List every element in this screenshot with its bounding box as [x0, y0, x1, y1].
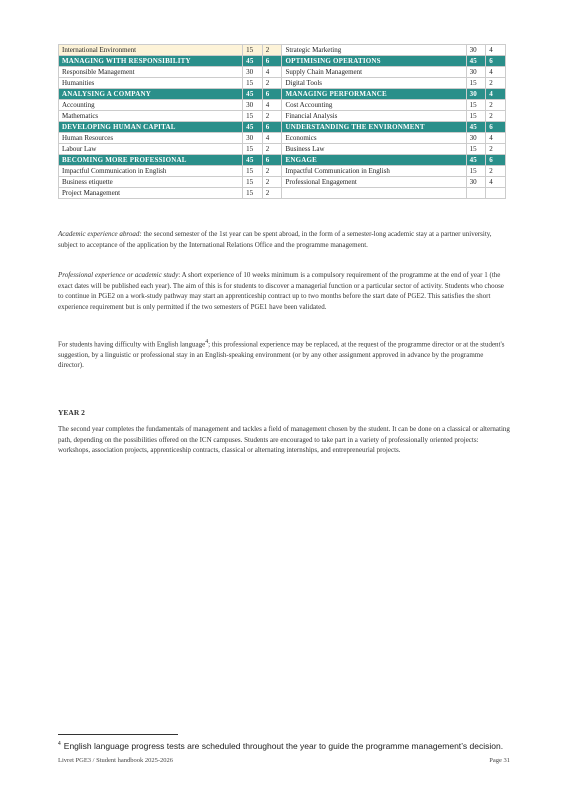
left-course-name: BECOMING MORE PROFESSIONAL	[59, 155, 243, 166]
left-credits: 2	[262, 177, 282, 188]
right-credits: 4	[486, 133, 506, 144]
table-section-header	[59, 89, 506, 100]
footnote-text: English language progress tests are scheduled throughout the year to guide the programme management’s decision.	[63, 741, 504, 751]
right-course-name	[282, 188, 466, 199]
page-footer	[58, 757, 510, 764]
right-hours: 30	[466, 133, 486, 144]
courses-table	[58, 44, 506, 199]
left-course-name: Business etiquette	[59, 177, 243, 188]
right-hours: 15	[466, 78, 486, 89]
left-credits: 4	[262, 133, 282, 144]
left-course-name: MANAGING WITH RESPONSIBILITY	[59, 56, 243, 67]
right-course-name: UNDERSTANDING THE ENVIRONMENT	[282, 122, 466, 133]
left-credits: 2	[262, 111, 282, 122]
left-hours: 45	[243, 89, 263, 100]
right-credits: 2	[486, 166, 506, 177]
right-course-name: Supply Chain Management	[282, 67, 466, 78]
year-2-paragraph: The second year completes the fundamentals of management and tackles a field of management chosen by the student. It can be done on a classical or alternating path, depending on the possibilities offered on the ICN campuses. Students are encouraged to take part in a variety of professionally oriented projects: workshops, association projects, apprenticeship contracts, classical or alternating internships, and entrepreneurial projects.	[58, 425, 510, 454]
right-course-name: Economics	[282, 133, 466, 144]
right-credits	[486, 188, 506, 199]
left-credits: 6	[262, 122, 282, 133]
left-credits: 4	[262, 67, 282, 78]
left-hours: 30	[243, 100, 263, 111]
left-hours: 15	[243, 144, 263, 155]
professional-experience-paragraph	[58, 270, 510, 312]
left-credits: 6	[262, 89, 282, 100]
left-credits: 2	[262, 188, 282, 199]
right-credits: 4	[486, 89, 506, 100]
table-row	[59, 100, 506, 111]
left-hours: 45	[243, 122, 263, 133]
table-section-header	[59, 56, 506, 67]
academic-experience-paragraph	[58, 229, 510, 250]
left-course-name: Project Management	[59, 188, 243, 199]
left-credits: 2	[262, 144, 282, 155]
academic-experience-lead: Academic experience abroad:	[58, 230, 142, 238]
right-hours: 30	[466, 89, 486, 100]
right-course-name: Business Law	[282, 144, 466, 155]
right-hours: 15	[466, 166, 486, 177]
right-hours: 45	[466, 56, 486, 67]
table-section-header	[59, 122, 506, 133]
left-course-name: Humanities	[59, 78, 243, 89]
left-course-name: International Environment	[59, 45, 243, 56]
table-row	[59, 166, 506, 177]
right-course-name: ENGAGE	[282, 155, 466, 166]
right-hours: 15	[466, 144, 486, 155]
right-credits: 6	[486, 155, 506, 166]
right-hours: 15	[466, 100, 486, 111]
table-row	[59, 45, 506, 56]
right-hours: 30	[466, 45, 486, 56]
table-row	[59, 111, 506, 122]
right-credits: 4	[486, 45, 506, 56]
footnote-divider	[58, 734, 178, 735]
left-hours: 45	[243, 155, 263, 166]
left-hours: 30	[243, 67, 263, 78]
right-course-name: OPTIMISING OPERATIONS	[282, 56, 466, 67]
left-credits: 2	[262, 45, 282, 56]
left-course-name: ANALYSING A COMPANY	[59, 89, 243, 100]
footer-title: Livret PGE3 / Student handbook 2025-2026	[58, 757, 174, 764]
footnote-number: 4	[58, 741, 61, 747]
left-hours: 15	[243, 166, 263, 177]
left-credits: 4	[262, 100, 282, 111]
right-credits: 6	[486, 122, 506, 133]
english-difficulty-text-b: ; this professional experience may be replaced, at the request of the programme director or at the student's suggestion, by a linguistic or professional stay in an English-speaking environment (or by any other assignment approved in advance by the programme director).	[58, 340, 505, 370]
left-course-name: DEVELOPING HUMAN CAPITAL	[59, 122, 243, 133]
table-section-header	[59, 155, 506, 166]
footnote-reference: 4	[205, 339, 209, 345]
table-row	[59, 133, 506, 144]
table-row	[59, 188, 506, 199]
academic-experience-body: the second semester of the 1st year can be spent abroad, in the form of a semester-long academic stay at a partner university, subject to acceptance of the application by the International Relations Office and the programme management.	[58, 230, 492, 249]
table-row	[59, 177, 506, 188]
right-hours: 30	[466, 67, 486, 78]
english-difficulty-paragraph	[58, 337, 510, 371]
left-course-name: Labour Law	[59, 144, 243, 155]
right-course-name: Strategic Marketing	[282, 45, 466, 56]
left-hours: 15	[243, 78, 263, 89]
page-number: Page 31	[489, 757, 510, 764]
left-credits: 2	[262, 166, 282, 177]
right-hours	[466, 188, 486, 199]
right-credits: 4	[486, 177, 506, 188]
left-course-name: Accounting	[59, 100, 243, 111]
left-hours: 15	[243, 111, 263, 122]
left-course-name: Mathematics	[59, 111, 243, 122]
left-course-name: Responsible Management	[59, 67, 243, 78]
professional-experience-lead: Professional experience or academic study	[58, 271, 179, 279]
left-hours: 15	[243, 45, 263, 56]
left-hours: 45	[243, 56, 263, 67]
table-row	[59, 78, 506, 89]
left-course-name: Human Resources	[59, 133, 243, 144]
right-hours: 15	[466, 111, 486, 122]
left-hours: 15	[243, 188, 263, 199]
right-course-name: Cost Accounting	[282, 100, 466, 111]
right-course-name: Impactful Communication in English	[282, 166, 466, 177]
table-row	[59, 67, 506, 78]
year-2-heading: YEAR 2	[58, 408, 85, 417]
right-credits: 2	[486, 100, 506, 111]
left-credits: 6	[262, 155, 282, 166]
right-credits: 2	[486, 78, 506, 89]
right-course-name: MANAGING PERFORMANCE	[282, 89, 466, 100]
right-credits: 6	[486, 56, 506, 67]
left-hours: 30	[243, 133, 263, 144]
table-row	[59, 144, 506, 155]
right-course-name: Professional Engagement	[282, 177, 466, 188]
right-course-name: Financial Analysis	[282, 111, 466, 122]
right-hours: 45	[466, 122, 486, 133]
professional-experience-body: : A short experience of 10 weeks minimum is a compulsory requirement of the programme at the end of year 1 (the exact dates will be published each year). The aim of this is for students to discover a managerial function or a particular sector of activity. Students who choose to continue in PGE2 on a work-study pathway may start an apprenticeship contract up to two months before the start date of PGE2. This satisfies the short experience requirement but is only permitted if the two semesters of PGE1 have been validated.	[58, 271, 504, 311]
left-course-name: Impactful Communication in English	[59, 166, 243, 177]
right-hours: 30	[466, 177, 486, 188]
right-credits: 4	[486, 67, 506, 78]
right-course-name: Digital Tools	[282, 78, 466, 89]
left-credits: 2	[262, 78, 282, 89]
english-difficulty-text-a: For students having difficulty with English language	[58, 340, 206, 349]
right-credits: 2	[486, 111, 506, 122]
left-hours: 15	[243, 177, 263, 188]
left-credits: 6	[262, 56, 282, 67]
footnote	[58, 741, 503, 751]
right-credits: 2	[486, 144, 506, 155]
right-hours: 45	[466, 155, 486, 166]
